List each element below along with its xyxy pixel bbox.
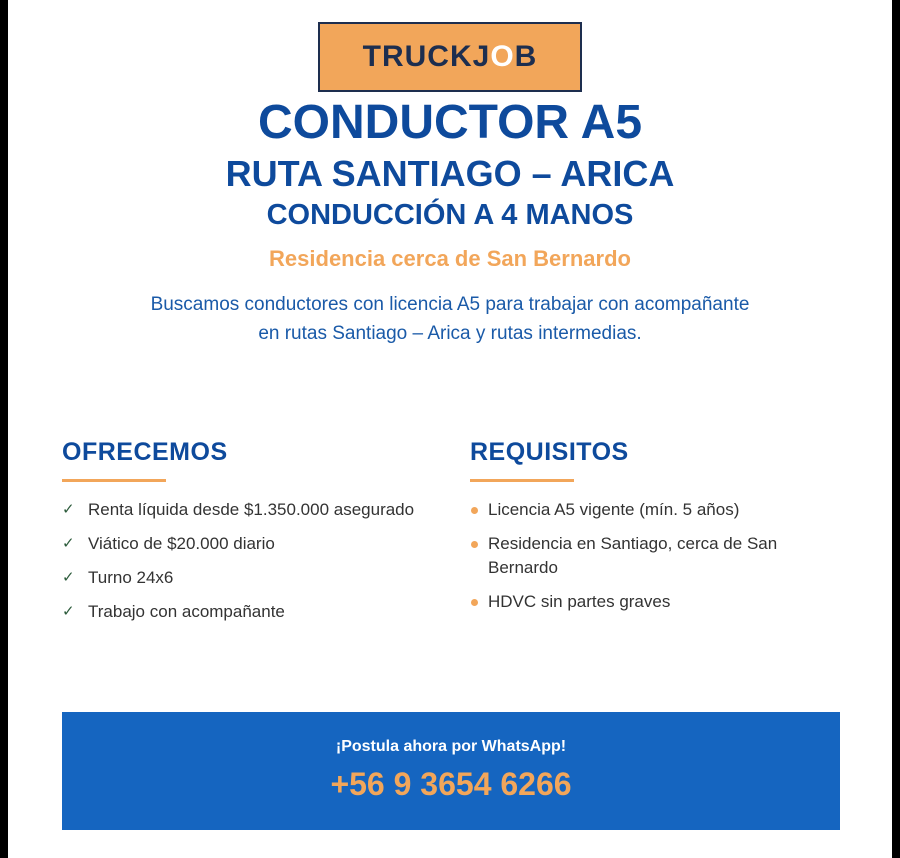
bullet-dot-icon (470, 590, 488, 614)
list-item (470, 532, 830, 580)
job-description (100, 290, 800, 348)
list-item (470, 590, 830, 614)
requirement-text: HDVC sin partes graves (488, 592, 671, 611)
offers-list (62, 498, 447, 624)
offers-section (62, 438, 447, 634)
offer-text: Turno 24x6 (88, 568, 174, 587)
apply-label: ¡Postula ahora por WhatsApp! (335, 738, 567, 755)
requirements-heading-underline (470, 479, 574, 482)
description-line-1: Buscamos conductores con licencia A5 para trabajar con acompañante (150, 294, 750, 315)
requirements-list (470, 498, 830, 614)
check-icon: ✓ (62, 569, 75, 586)
requirement-text: Licencia A5 vigente (mín. 5 años) (488, 500, 740, 519)
residence-tagline: Residencia cerca de San Bernardo (269, 246, 631, 271)
description-line-2: en rutas Santiago – Arica y rutas intermedias. (258, 323, 642, 344)
apply-banner[interactable] (62, 712, 840, 830)
job-title: CONDUCTOR A5 (257, 96, 643, 149)
offer-text: Trabajo con acompañante (88, 602, 285, 621)
check-icon: ✓ (62, 535, 75, 552)
list-item (62, 566, 447, 590)
check-icon: ✓ (62, 501, 75, 518)
requirements-heading: REQUISITOS (470, 438, 629, 466)
requirements-section (470, 438, 830, 624)
requirement-text: Residencia en Santiago, cerca de San Bernardo (488, 534, 778, 577)
bullet-dot-icon (470, 498, 488, 522)
logo-text-part1: TRUCKJ (362, 40, 491, 73)
offer-text: Renta líquida desde $1.350.000 asegurado (88, 500, 415, 519)
whatsapp-phone-link[interactable]: +56 9 3654 6266 (330, 766, 572, 802)
list-item (62, 600, 447, 624)
offers-heading: OFRECEMOS (62, 438, 228, 466)
check-icon: ✓ (62, 603, 75, 620)
truckjob-logo (318, 22, 582, 92)
offers-heading-underline (62, 479, 166, 482)
list-item (62, 532, 447, 556)
route-title: RUTA SANTIAGO – ARICA (225, 153, 675, 194)
offer-text: Viático de $20.000 diario (88, 534, 275, 553)
logo-text-part3: B (514, 40, 538, 73)
list-item (470, 498, 830, 522)
logo-text-o: O (490, 40, 515, 73)
bullet-dot-icon (470, 532, 488, 556)
driving-mode-title: CONDUCCIÓN A 4 MANOS (266, 199, 634, 231)
list-item (62, 498, 447, 522)
